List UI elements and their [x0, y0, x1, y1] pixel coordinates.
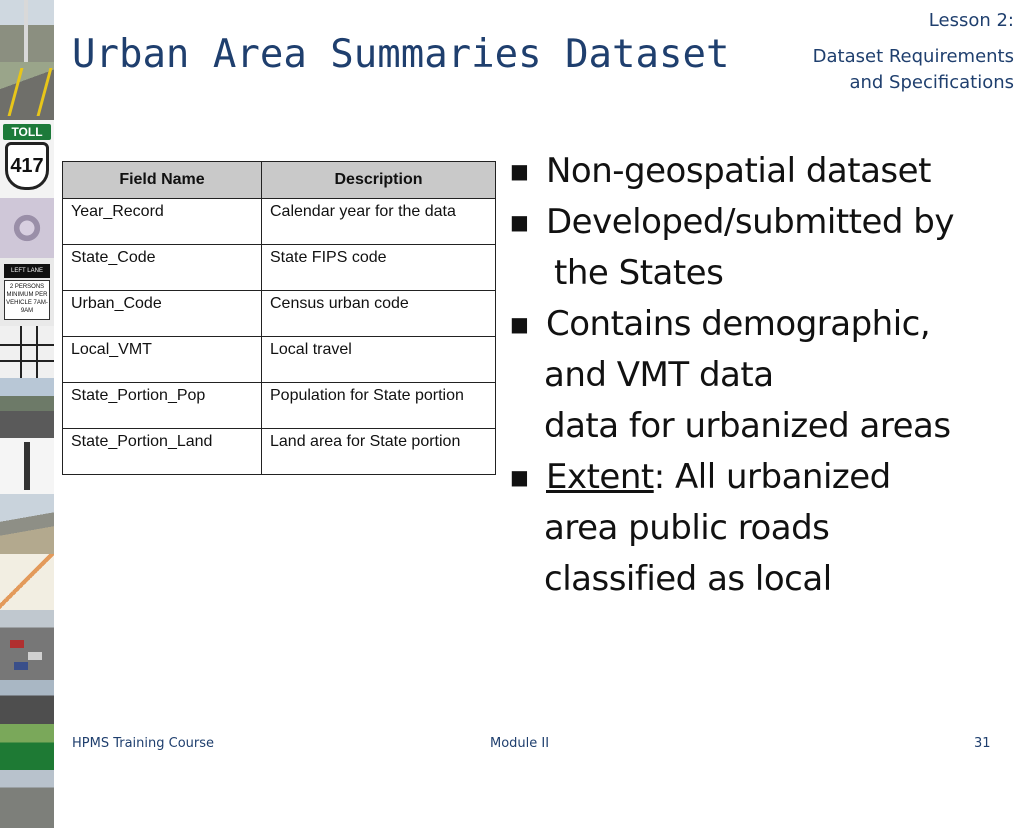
description-cell: Population for State portion [262, 383, 496, 429]
table-header-row [63, 162, 496, 199]
toll-sign-tile [0, 120, 54, 198]
hov-sign-top: LEFT LANE [4, 264, 50, 278]
table-row [63, 199, 496, 245]
road-markings-photo-tile [0, 62, 54, 120]
description-cell: Census urban code [262, 291, 496, 337]
field-table-container [62, 161, 496, 475]
table-row [63, 383, 496, 429]
description-cell: Local travel [262, 337, 496, 383]
bullet-item-4 [510, 452, 1010, 503]
column-header-description: Description [262, 162, 496, 199]
field-name-cell: State_Portion_Pop [63, 383, 262, 429]
slide-number: 31 [974, 736, 991, 751]
field-name-cell: Urban_Code [63, 291, 262, 337]
bullet-item-1 [510, 146, 1010, 197]
lesson-subtitle-line-1: Dataset Requirements [812, 46, 1014, 67]
footer-course-name: HPMS Training Course [72, 736, 215, 751]
description-cell: Calendar year for the data [262, 199, 496, 245]
lesson-number: Lesson 2: [928, 10, 1014, 31]
column-header-field-name: Field Name [63, 162, 262, 199]
bullet-item-3 [510, 299, 1010, 350]
green-sign-photo-tile [0, 724, 54, 770]
extent-term: Extent [546, 457, 654, 497]
bullet-text [546, 452, 891, 503]
traffic-photo-tile [0, 610, 54, 680]
bullet-continuation: and VMT data [544, 355, 774, 395]
bullet-continuation: classified as local [544, 559, 832, 599]
slide-title: Urban Area Summaries Dataset [72, 32, 730, 77]
square-bullet-icon: ■ [510, 159, 529, 183]
field-name-cell: Year_Record [63, 199, 262, 245]
field-name-cell: State_Portion_Land [63, 429, 262, 475]
decorative-image-strip [0, 0, 54, 768]
intersection-diagram-tile [0, 326, 54, 378]
footer-module: Module II [490, 736, 550, 751]
extent-text: : All urbanized [653, 457, 891, 497]
road-photo-tile [0, 0, 54, 62]
city-road-photo-tile [0, 770, 54, 828]
description-cell: State FIPS code [262, 245, 496, 291]
table-row [63, 337, 496, 383]
route-shield-icon: 417 [5, 142, 49, 190]
bullet-text: Developed/submitted by [546, 202, 955, 242]
bullet-continuation: data for urbanized areas [544, 406, 951, 446]
bullet-item-2 [510, 197, 1010, 248]
toll-label: TOLL [3, 124, 51, 140]
description-cell: Land area for State portion [262, 429, 496, 475]
table-row [63, 429, 496, 475]
lesson-subtitle [813, 44, 1014, 96]
bullet-list [510, 146, 1010, 605]
field-table [62, 161, 496, 475]
bullet-text: Contains demographic, [546, 304, 931, 344]
field-name-cell: Local_VMT [63, 337, 262, 383]
bullet-continuation: area public roads [544, 508, 830, 548]
bullet-text: Non-geospatial dataset [546, 151, 931, 191]
traffic-signal-diagram-tile [0, 438, 54, 494]
table-row [63, 245, 496, 291]
field-name-cell: State_Code [63, 245, 262, 291]
map-tile [0, 554, 54, 610]
table-row [63, 291, 496, 337]
square-bullet-icon: ■ [510, 210, 529, 234]
hov-sign-body: 2 PERSONS MINIMUM PER VEHICLE 7AM-9AM [4, 280, 50, 320]
lesson-label [813, 8, 1014, 96]
lesson-subtitle-line-2: and Specifications [849, 72, 1014, 93]
flyover-photo-tile [0, 494, 54, 554]
square-bullet-icon: ■ [510, 312, 529, 336]
roundabout-photo-tile [0, 198, 54, 258]
bullet-continuation: the States [554, 253, 724, 293]
highway-photo-tile [0, 378, 54, 438]
square-bullet-icon: ■ [510, 465, 529, 489]
highway-lanes-photo-tile [0, 680, 54, 724]
hov-sign-tile [0, 258, 54, 326]
